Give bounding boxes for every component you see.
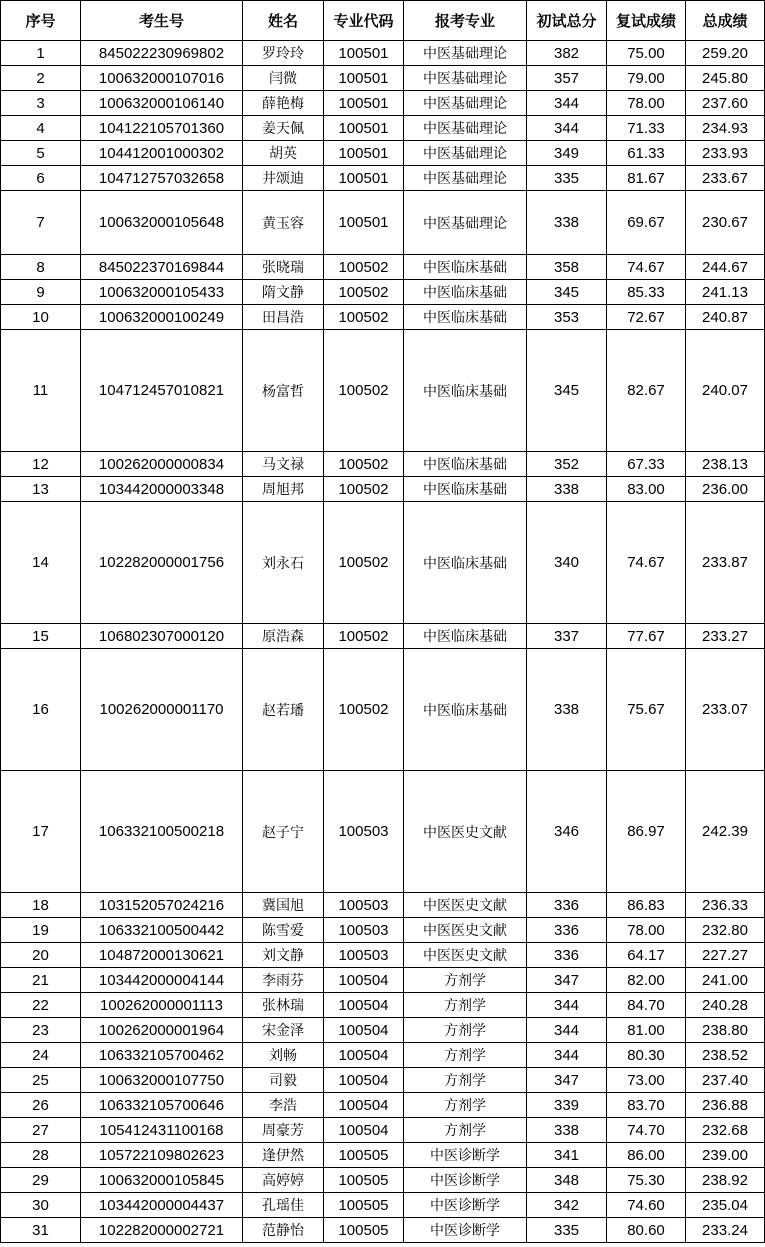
cell-name: 闫微 — [243, 66, 324, 91]
cell-total-score: 230.67 — [686, 191, 765, 255]
cell-major: 中医医史文献 — [404, 893, 527, 918]
cell-major: 中医临床基础 — [404, 624, 527, 649]
cell-index: 26 — [1, 1093, 81, 1118]
cell-major-code: 100505 — [324, 1193, 404, 1218]
cell-retest-score: 77.67 — [607, 624, 686, 649]
table-row — [1, 1218, 765, 1243]
cell-index: 14 — [1, 502, 81, 624]
table-row — [1, 1043, 765, 1068]
table-row — [1, 1143, 765, 1168]
cell-initial-score: 346 — [527, 771, 607, 893]
cell-retest-score: 73.00 — [607, 1068, 686, 1093]
cell-major: 中医诊断学 — [404, 1143, 527, 1168]
cell-index: 29 — [1, 1168, 81, 1193]
cell-index: 19 — [1, 918, 81, 943]
cell-name: 原浩森 — [243, 624, 324, 649]
cell-major-code: 100502 — [324, 477, 404, 502]
cell-total-score: 236.88 — [686, 1093, 765, 1118]
cell-total-score: 232.68 — [686, 1118, 765, 1143]
table-row — [1, 1018, 765, 1043]
cell-initial-score: 347 — [527, 968, 607, 993]
cell-major-code: 100502 — [324, 649, 404, 771]
table-row — [1, 91, 765, 116]
cell-index: 22 — [1, 993, 81, 1018]
cell-total-score: 240.28 — [686, 993, 765, 1018]
cell-major-code: 100503 — [324, 893, 404, 918]
cell-index: 28 — [1, 1143, 81, 1168]
cell-name: 孔瑶佳 — [243, 1193, 324, 1218]
cell-major: 中医诊断学 — [404, 1193, 527, 1218]
cell-major: 中医基础理论 — [404, 141, 527, 166]
cell-initial-score: 341 — [527, 1143, 607, 1168]
cell-total-score: 233.27 — [686, 624, 765, 649]
cell-name: 薛艳梅 — [243, 91, 324, 116]
cell-major: 方剂学 — [404, 1018, 527, 1043]
cell-name: 刘永石 — [243, 502, 324, 624]
cell-major: 中医临床基础 — [404, 477, 527, 502]
cell-retest-score: 74.60 — [607, 1193, 686, 1218]
cell-name: 司毅 — [243, 1068, 324, 1093]
cell-major-code: 100504 — [324, 968, 404, 993]
table-row — [1, 41, 765, 66]
cell-retest-score: 71.33 — [607, 116, 686, 141]
cell-name: 马文禄 — [243, 452, 324, 477]
cell-initial-score: 345 — [527, 330, 607, 452]
cell-exam-id: 103442000003348 — [81, 477, 243, 502]
cell-retest-score: 86.83 — [607, 893, 686, 918]
cell-major-code: 100503 — [324, 943, 404, 968]
table-row — [1, 771, 765, 893]
cell-retest-score: 83.00 — [607, 477, 686, 502]
cell-initial-score: 344 — [527, 1043, 607, 1068]
table-row — [1, 649, 765, 771]
cell-major-code: 100504 — [324, 1093, 404, 1118]
table-row — [1, 624, 765, 649]
cell-major-code: 100505 — [324, 1218, 404, 1243]
table-row — [1, 1093, 765, 1118]
table-row — [1, 1193, 765, 1218]
cell-major: 中医临床基础 — [404, 330, 527, 452]
cell-initial-score: 352 — [527, 452, 607, 477]
cell-retest-score: 78.00 — [607, 918, 686, 943]
cell-major: 中医诊断学 — [404, 1168, 527, 1193]
cell-major: 方剂学 — [404, 1068, 527, 1093]
cell-retest-score: 82.00 — [607, 968, 686, 993]
cell-major: 中医医史文献 — [404, 771, 527, 893]
cell-exam-id: 106802307000120 — [81, 624, 243, 649]
cell-exam-id: 100632000105433 — [81, 280, 243, 305]
table-row — [1, 893, 765, 918]
cell-total-score: 232.80 — [686, 918, 765, 943]
cell-major: 中医基础理论 — [404, 41, 527, 66]
cell-index: 27 — [1, 1118, 81, 1143]
cell-retest-score: 74.67 — [607, 255, 686, 280]
cell-major-code: 100501 — [324, 141, 404, 166]
cell-exam-id: 100632000105648 — [81, 191, 243, 255]
cell-total-score: 242.39 — [686, 771, 765, 893]
header-row — [1, 1, 765, 41]
cell-major: 方剂学 — [404, 1093, 527, 1118]
cell-major-code: 100504 — [324, 993, 404, 1018]
cell-retest-score: 61.33 — [607, 141, 686, 166]
table-row — [1, 943, 765, 968]
cell-name: 刘文静 — [243, 943, 324, 968]
cell-major-code: 100503 — [324, 918, 404, 943]
cell-major: 中医基础理论 — [404, 91, 527, 116]
cell-initial-score: 339 — [527, 1093, 607, 1118]
cell-major-code: 100505 — [324, 1168, 404, 1193]
cell-major: 中医临床基础 — [404, 502, 527, 624]
cell-major: 中医基础理论 — [404, 166, 527, 191]
cell-initial-score: 344 — [527, 116, 607, 141]
cell-name: 刘畅 — [243, 1043, 324, 1068]
cell-index: 18 — [1, 893, 81, 918]
cell-total-score: 239.00 — [686, 1143, 765, 1168]
cell-name: 李雨芬 — [243, 968, 324, 993]
cell-initial-score: 338 — [527, 191, 607, 255]
cell-major-code: 100501 — [324, 166, 404, 191]
cell-initial-score: 342 — [527, 1193, 607, 1218]
cell-exam-id: 106332105700462 — [81, 1043, 243, 1068]
cell-index: 20 — [1, 943, 81, 968]
cell-total-score: 237.40 — [686, 1068, 765, 1093]
cell-total-score: 245.80 — [686, 66, 765, 91]
cell-index: 16 — [1, 649, 81, 771]
cell-retest-score: 82.67 — [607, 330, 686, 452]
cell-index: 24 — [1, 1043, 81, 1068]
cell-initial-score: 335 — [527, 166, 607, 191]
cell-major: 中医临床基础 — [404, 280, 527, 305]
cell-initial-score: 357 — [527, 66, 607, 91]
cell-total-score: 240.87 — [686, 305, 765, 330]
cell-name: 黄玉容 — [243, 191, 324, 255]
cell-name: 姜天佩 — [243, 116, 324, 141]
cell-index: 6 — [1, 166, 81, 191]
cell-major-code: 100502 — [324, 330, 404, 452]
cell-major-code: 100504 — [324, 1018, 404, 1043]
cell-total-score: 238.92 — [686, 1168, 765, 1193]
cell-major: 中医基础理论 — [404, 116, 527, 141]
cell-name: 杨富哲 — [243, 330, 324, 452]
cell-name: 田昌浩 — [243, 305, 324, 330]
cell-total-score: 259.20 — [686, 41, 765, 66]
header-cell-total-score: 总成绩 — [686, 1, 765, 41]
cell-name: 赵若璠 — [243, 649, 324, 771]
cell-exam-id: 105412431100168 — [81, 1118, 243, 1143]
cell-index: 17 — [1, 771, 81, 893]
cell-major-code: 100502 — [324, 255, 404, 280]
cell-name: 宋金泽 — [243, 1018, 324, 1043]
table-row — [1, 1168, 765, 1193]
table-row — [1, 141, 765, 166]
cell-exam-id: 100632000106140 — [81, 91, 243, 116]
cell-retest-score: 74.70 — [607, 1118, 686, 1143]
cell-retest-score: 81.67 — [607, 166, 686, 191]
table-row — [1, 66, 765, 91]
cell-index: 13 — [1, 477, 81, 502]
table-row — [1, 1068, 765, 1093]
cell-retest-score: 86.97 — [607, 771, 686, 893]
cell-major-code: 100503 — [324, 771, 404, 893]
cell-major-code: 100501 — [324, 116, 404, 141]
cell-major-code: 100502 — [324, 502, 404, 624]
cell-initial-score: 335 — [527, 1218, 607, 1243]
cell-retest-score: 64.17 — [607, 943, 686, 968]
cell-index: 23 — [1, 1018, 81, 1043]
cell-retest-score: 72.67 — [607, 305, 686, 330]
cell-name: 陈雪爱 — [243, 918, 324, 943]
cell-index: 15 — [1, 624, 81, 649]
cell-major: 中医诊断学 — [404, 1218, 527, 1243]
cell-total-score: 244.67 — [686, 255, 765, 280]
table-row — [1, 116, 765, 141]
table-row — [1, 452, 765, 477]
cell-total-score: 233.67 — [686, 166, 765, 191]
table-row — [1, 305, 765, 330]
cell-major: 方剂学 — [404, 968, 527, 993]
cell-initial-score: 344 — [527, 91, 607, 116]
cell-major-code: 100502 — [324, 305, 404, 330]
cell-initial-score: 358 — [527, 255, 607, 280]
cell-initial-score: 345 — [527, 280, 607, 305]
cell-total-score: 238.80 — [686, 1018, 765, 1043]
cell-index: 31 — [1, 1218, 81, 1243]
cell-major: 中医医史文献 — [404, 943, 527, 968]
cell-exam-id: 103152057024216 — [81, 893, 243, 918]
cell-name: 周豪芳 — [243, 1118, 324, 1143]
cell-exam-id: 100632000105845 — [81, 1168, 243, 1193]
cell-name: 周旭邦 — [243, 477, 324, 502]
cell-exam-id: 104412001000302 — [81, 141, 243, 166]
cell-name: 赵子宁 — [243, 771, 324, 893]
cell-major-code: 100502 — [324, 624, 404, 649]
cell-exam-id: 845022370169844 — [81, 255, 243, 280]
cell-name: 逢伊然 — [243, 1143, 324, 1168]
cell-exam-id: 104872000130621 — [81, 943, 243, 968]
cell-exam-id: 106332100500218 — [81, 771, 243, 893]
header-cell-index: 序号 — [1, 1, 81, 41]
cell-exam-id: 100262000001964 — [81, 1018, 243, 1043]
cell-retest-score: 81.00 — [607, 1018, 686, 1043]
cell-exam-id: 102282000002721 — [81, 1218, 243, 1243]
cell-exam-id: 100262000001170 — [81, 649, 243, 771]
cell-total-score: 233.87 — [686, 502, 765, 624]
cell-exam-id: 103442000004144 — [81, 968, 243, 993]
cell-exam-id: 100632000107016 — [81, 66, 243, 91]
cell-name: 范静怡 — [243, 1218, 324, 1243]
cell-total-score: 234.93 — [686, 116, 765, 141]
cell-exam-id: 100262000001113 — [81, 993, 243, 1018]
cell-major-code: 100504 — [324, 1043, 404, 1068]
cell-initial-score: 337 — [527, 624, 607, 649]
table-row — [1, 918, 765, 943]
cell-retest-score: 75.00 — [607, 41, 686, 66]
cell-major-code: 100501 — [324, 191, 404, 255]
table-row — [1, 993, 765, 1018]
cell-initial-score: 348 — [527, 1168, 607, 1193]
cell-initial-score: 336 — [527, 893, 607, 918]
cell-exam-id: 102282000001756 — [81, 502, 243, 624]
cell-index: 1 — [1, 41, 81, 66]
cell-index: 25 — [1, 1068, 81, 1093]
cell-major: 方剂学 — [404, 1118, 527, 1143]
table-row — [1, 280, 765, 305]
cell-name: 张林瑞 — [243, 993, 324, 1018]
cell-total-score: 233.93 — [686, 141, 765, 166]
cell-exam-id: 106332105700646 — [81, 1093, 243, 1118]
cell-exam-id: 104712757032658 — [81, 166, 243, 191]
cell-retest-score: 80.60 — [607, 1218, 686, 1243]
cell-major: 方剂学 — [404, 1043, 527, 1068]
cell-exam-id: 105722109802623 — [81, 1143, 243, 1168]
cell-total-score: 240.07 — [686, 330, 765, 452]
cell-total-score: 233.07 — [686, 649, 765, 771]
table-row — [1, 968, 765, 993]
cell-major: 中医基础理论 — [404, 66, 527, 91]
table-row — [1, 502, 765, 624]
cell-total-score: 236.33 — [686, 893, 765, 918]
cell-total-score: 227.27 — [686, 943, 765, 968]
header-cell-major-code: 专业代码 — [324, 1, 404, 41]
cell-total-score: 233.24 — [686, 1218, 765, 1243]
cell-total-score: 241.13 — [686, 280, 765, 305]
cell-name: 罗玲玲 — [243, 41, 324, 66]
cell-exam-id: 106332100500442 — [81, 918, 243, 943]
cell-initial-score: 353 — [527, 305, 607, 330]
cell-retest-score: 85.33 — [607, 280, 686, 305]
table-row — [1, 330, 765, 452]
header-cell-retest-score: 复试成绩 — [607, 1, 686, 41]
cell-index: 5 — [1, 141, 81, 166]
cell-major: 中医临床基础 — [404, 305, 527, 330]
cell-initial-score: 340 — [527, 502, 607, 624]
cell-retest-score: 75.30 — [607, 1168, 686, 1193]
cell-total-score: 235.04 — [686, 1193, 765, 1218]
cell-name: 隋文静 — [243, 280, 324, 305]
header-cell-exam-id: 考生号 — [81, 1, 243, 41]
cell-retest-score: 75.67 — [607, 649, 686, 771]
cell-major: 中医临床基础 — [404, 452, 527, 477]
cell-total-score: 241.00 — [686, 968, 765, 993]
cell-exam-id: 845022230969802 — [81, 41, 243, 66]
cell-total-score: 236.00 — [686, 477, 765, 502]
cell-initial-score: 382 — [527, 41, 607, 66]
cell-major-code: 100505 — [324, 1143, 404, 1168]
cell-exam-id: 103442000004437 — [81, 1193, 243, 1218]
cell-index: 30 — [1, 1193, 81, 1218]
cell-index: 8 — [1, 255, 81, 280]
cell-initial-score: 338 — [527, 1118, 607, 1143]
cell-initial-score: 336 — [527, 918, 607, 943]
cell-index: 12 — [1, 452, 81, 477]
cell-exam-id: 100632000100249 — [81, 305, 243, 330]
cell-name: 张晓瑞 — [243, 255, 324, 280]
cell-major-code: 100501 — [324, 91, 404, 116]
cell-initial-score: 336 — [527, 943, 607, 968]
cell-initial-score: 349 — [527, 141, 607, 166]
cell-index: 7 — [1, 191, 81, 255]
cell-major: 中医医史文献 — [404, 918, 527, 943]
cell-major: 中医基础理论 — [404, 191, 527, 255]
cell-name: 胡英 — [243, 141, 324, 166]
header-cell-major: 报考专业 — [404, 1, 527, 41]
table-row — [1, 1118, 765, 1143]
table-row — [1, 191, 765, 255]
table-row — [1, 166, 765, 191]
cell-major: 中医临床基础 — [404, 649, 527, 771]
cell-retest-score: 79.00 — [607, 66, 686, 91]
header-cell-initial-score: 初试总分 — [527, 1, 607, 41]
table-body — [1, 41, 765, 1243]
cell-major-code: 100501 — [324, 66, 404, 91]
cell-index: 4 — [1, 116, 81, 141]
cell-index: 21 — [1, 968, 81, 993]
cell-retest-score: 80.30 — [607, 1043, 686, 1068]
cell-major-code: 100504 — [324, 1068, 404, 1093]
cell-initial-score: 338 — [527, 477, 607, 502]
cell-major: 中医临床基础 — [404, 255, 527, 280]
cell-name: 高婷婷 — [243, 1168, 324, 1193]
cell-retest-score: 86.00 — [607, 1143, 686, 1168]
cell-major: 方剂学 — [404, 993, 527, 1018]
cell-name: 李浩 — [243, 1093, 324, 1118]
cell-initial-score: 344 — [527, 1018, 607, 1043]
cell-exam-id: 100262000000834 — [81, 452, 243, 477]
cell-index: 10 — [1, 305, 81, 330]
cell-index: 2 — [1, 66, 81, 91]
cell-exam-id: 104712457010821 — [81, 330, 243, 452]
cell-total-score: 238.52 — [686, 1043, 765, 1068]
cell-total-score: 237.60 — [686, 91, 765, 116]
cell-initial-score: 338 — [527, 649, 607, 771]
cell-initial-score: 344 — [527, 993, 607, 1018]
cell-retest-score: 83.70 — [607, 1093, 686, 1118]
cell-major-code: 100502 — [324, 452, 404, 477]
table-row — [1, 477, 765, 502]
cell-name: 冀国旭 — [243, 893, 324, 918]
cell-retest-score: 67.33 — [607, 452, 686, 477]
cell-name: 井颂迪 — [243, 166, 324, 191]
cell-major-code: 100502 — [324, 280, 404, 305]
cell-exam-id: 104122105701360 — [81, 116, 243, 141]
cell-retest-score: 74.67 — [607, 502, 686, 624]
cell-exam-id: 100632000107750 — [81, 1068, 243, 1093]
cell-retest-score: 69.67 — [607, 191, 686, 255]
cell-index: 11 — [1, 330, 81, 452]
cell-index: 3 — [1, 91, 81, 116]
cell-retest-score: 84.70 — [607, 993, 686, 1018]
cell-major-code: 100501 — [324, 41, 404, 66]
cell-retest-score: 78.00 — [607, 91, 686, 116]
cell-index: 9 — [1, 280, 81, 305]
cell-initial-score: 347 — [527, 1068, 607, 1093]
header-cell-name: 姓名 — [243, 1, 324, 41]
cell-total-score: 238.13 — [686, 452, 765, 477]
table-row — [1, 255, 765, 280]
cell-major-code: 100504 — [324, 1118, 404, 1143]
